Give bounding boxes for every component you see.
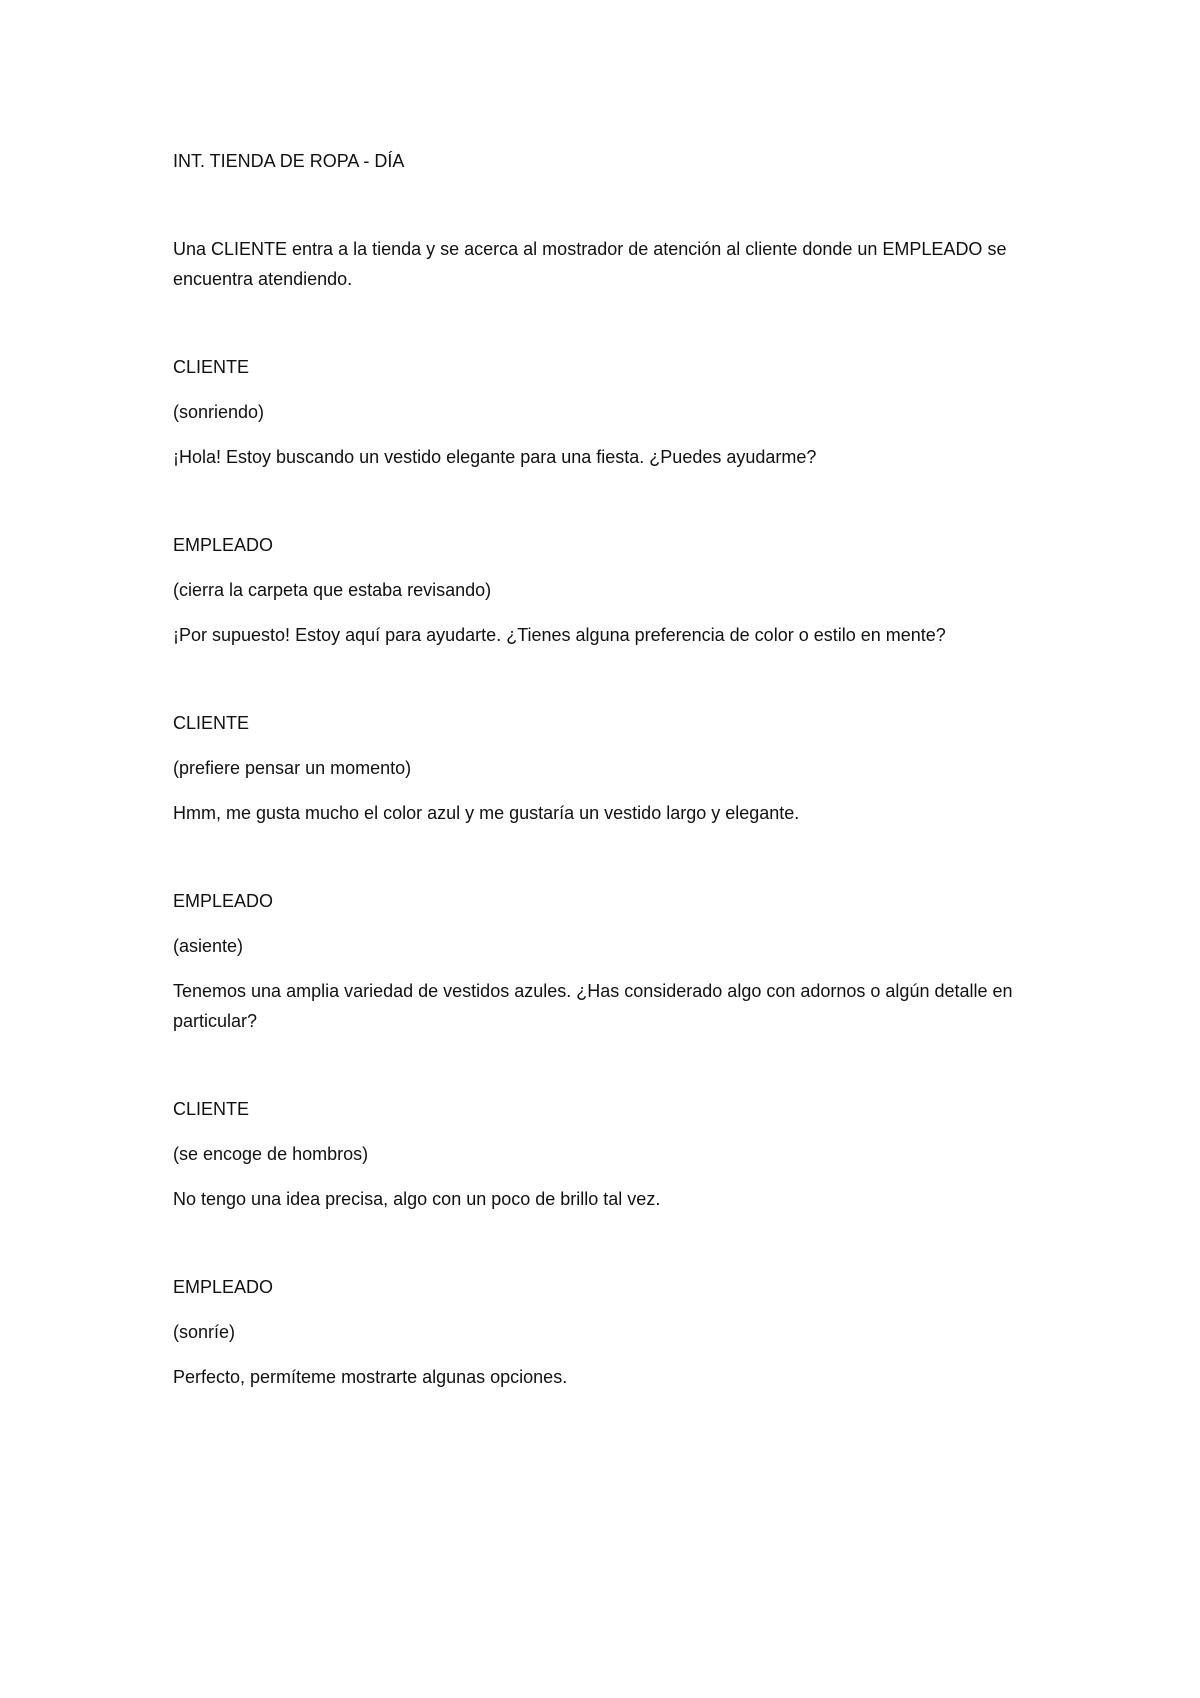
- parenthetical: (se encoge de hombros): [173, 1144, 369, 1164]
- parenthetical: (cierra la carpeta que estaba revisando): [173, 580, 492, 600]
- dialogue-block-6: [173, 1272, 1043, 1392]
- dialogue-line: Perfecto, permíteme mostrarte algunas opciones.: [173, 1367, 568, 1387]
- dialogue-block-4: [173, 886, 1043, 1036]
- character-name: CLIENTE: [173, 357, 250, 377]
- script-content: [173, 146, 1043, 1450]
- parenthetical: (sonríe): [173, 1322, 236, 1342]
- dialogue-line: Hmm, me gusta mucho el color azul y me gustaría un vestido largo y elegante.: [173, 803, 800, 823]
- parenthetical: (sonriendo): [173, 402, 265, 422]
- parenthetical: (prefiere pensar un momento): [173, 758, 412, 778]
- action-description: Una CLIENTE entra a la tienda y se acerca al mostrador de atención al cliente donde un EMPLEADO se encuentra atendiendo.: [173, 239, 1007, 289]
- character-name: EMPLEADO: [173, 535, 274, 555]
- dialogue-line: ¡Hola! Estoy buscando un vestido elegante para una fiesta. ¿Puedes ayudarme?: [173, 447, 817, 467]
- dialogue-block-5: [173, 1094, 1043, 1214]
- dialogue-line: Tenemos una amplia variedad de vestidos azules. ¿Has considerado algo con adornos o algún detalle en particular?: [173, 981, 1013, 1031]
- dialogue-line: No tengo una idea precisa, algo con un poco de brillo tal vez.: [173, 1189, 661, 1209]
- character-name: CLIENTE: [173, 1099, 250, 1119]
- dialogue-block-1: [173, 352, 1043, 472]
- character-name: EMPLEADO: [173, 891, 274, 911]
- dialogue-line: ¡Por supuesto! Estoy aquí para ayudarte. ¿Tienes alguna preferencia de color o estilo en mente?: [173, 625, 946, 645]
- character-name: CLIENTE: [173, 713, 250, 733]
- scene-heading: INT. TIENDA DE ROPA - DÍA: [173, 151, 405, 171]
- parenthetical: (asiente): [173, 936, 244, 956]
- dialogue-block-2: [173, 530, 1043, 650]
- dialogue-block-3: [173, 708, 1043, 828]
- character-name: EMPLEADO: [173, 1277, 274, 1297]
